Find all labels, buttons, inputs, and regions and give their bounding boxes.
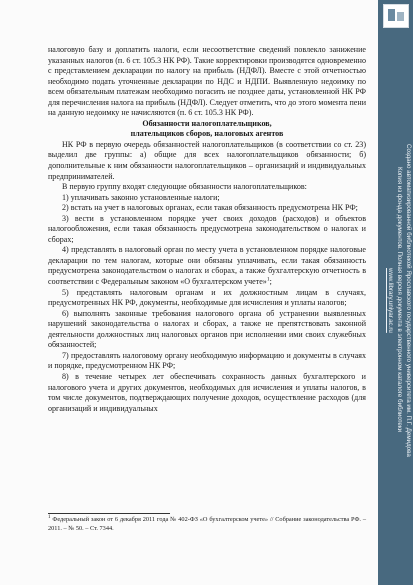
sidebar-line-1: Создано автоматизированной библиотекой Ярославского государственного университета им. П.Г. Демидова — [405, 143, 412, 457]
footnote — [48, 516, 366, 533]
list-item-4 — [48, 245, 366, 287]
heading-line-1: Обязанности налогоплательщиков, — [142, 118, 272, 128]
list-item-2: 2) встать на учет в налоговых органах, если такая обязанность предусмотрена НК РФ; — [62, 203, 358, 213]
footnote-divider — [48, 513, 170, 514]
paragraph-groups: НК РФ в первую очередь обязанностей налогоплательщиков (в соответствии со ст. 23) выделил две группы: а) общие для всех налогоплательщиков обязанности; б) дополнительные к ним обязанности налогоплательщиков – организаций и индивидуальных предпринимателей. — [48, 139, 366, 181]
list-item-6: 6) выполнять законные требования налогового органа об устранении выявленных нарушений законодательства о налогах и сборах, а также не препятствовать законной деятельности должностных лиц налоговых органов при исполнении ими своих служебных обязанностей; — [48, 308, 366, 350]
sidebar-link[interactable]: www.library.uniyar.ac.ru — [387, 267, 394, 333]
paragraph-first-group: В первую группу входят следующие обязанности налогоплательщиков: — [62, 182, 307, 192]
heading-line-2: плательщиков сборов, налоговых агентов — [130, 129, 284, 139]
library-sidebar — [378, 0, 413, 585]
list-item-7: 7) предоставлять налоговому органу необходимую информацию и документы в случаях и порядке, предусмотренном НК РФ; — [48, 350, 366, 371]
list-item-3: 3) вести в установленном порядке учет своих доходов (расходов) и объектов налогообложения, если такая обязанность предусмотрена законодательством о налогах и сборах; — [48, 213, 366, 244]
footnote-mark: 1 — [48, 514, 51, 520]
list-item-8: 8) в течение четырех лет обеспечивать сохранность данных бухгалтерского и налогового учета и других документов, необходимых для исчисления и уплаты налогов, в том числе документов, подтверждающих получение доходов, осуществление расходов (для организаций и индивидуальных — [48, 371, 366, 413]
section-heading — [48, 119, 366, 140]
footnote-reference[interactable]: 1 — [266, 276, 270, 283]
list-item-4-text: 4) представлять в налоговый орган по месту учета в установленном порядке налоговые декларации по тем налогам, которые они обязаны уплачивать, если такая обязанность предусмотрена законодательством о налогах и сборах, а также бухгалтерскую отчетность в соответствии с Федеральным законом «О бухгалтерском учете» — [48, 245, 366, 287]
list-item-1: 1) уплачивать законно установленные налоги; — [62, 192, 220, 202]
list-item-4-tail: ; — [269, 277, 272, 287]
library-logo-icon — [383, 4, 409, 28]
sidebar-text — [378, 30, 413, 570]
list-item-5: 5) представлять налоговым органам и их должностным лицам в случаях, предусмотренных НК РФ, документы, необходимые для исчисления и уплаты налогов; — [48, 287, 366, 308]
footnote-text: Федеральный закон от 6 декабря 2011 года № 402-ФЗ «О бухгалтерском учете» // Собрание законодательства РФ. – 2011. – № 50. – Ст. 7344. — [48, 516, 366, 532]
paragraph-intro: налоговую базу и доплатить налоги, если несоответствие сведений повлекло занижение указанных налогов (п. 6 ст. 105.3 НК РФ). Такие корректировки производятся одновременно с представлением декларации по налогу на прибыль (НДФЛ). Вместе с этой отчетностью необходимо подать уточненные декларации по НДС и НДПИ. Выявленную недоимку по всем обязательным платежам необходимо погасить не позднее даты, установленной НК РФ для перечисления налога на прибыль (НДФЛ). Следует отметить, что до этого момента пени на данную недоимку не начисляются (п. 6 ст. 105.3 НК РФ). — [48, 45, 366, 118]
sidebar-line-2: Копия из фонда документов. Полная версия документа в электронном каталоге библиотеки — [396, 167, 403, 433]
body-text — [48, 45, 366, 414]
